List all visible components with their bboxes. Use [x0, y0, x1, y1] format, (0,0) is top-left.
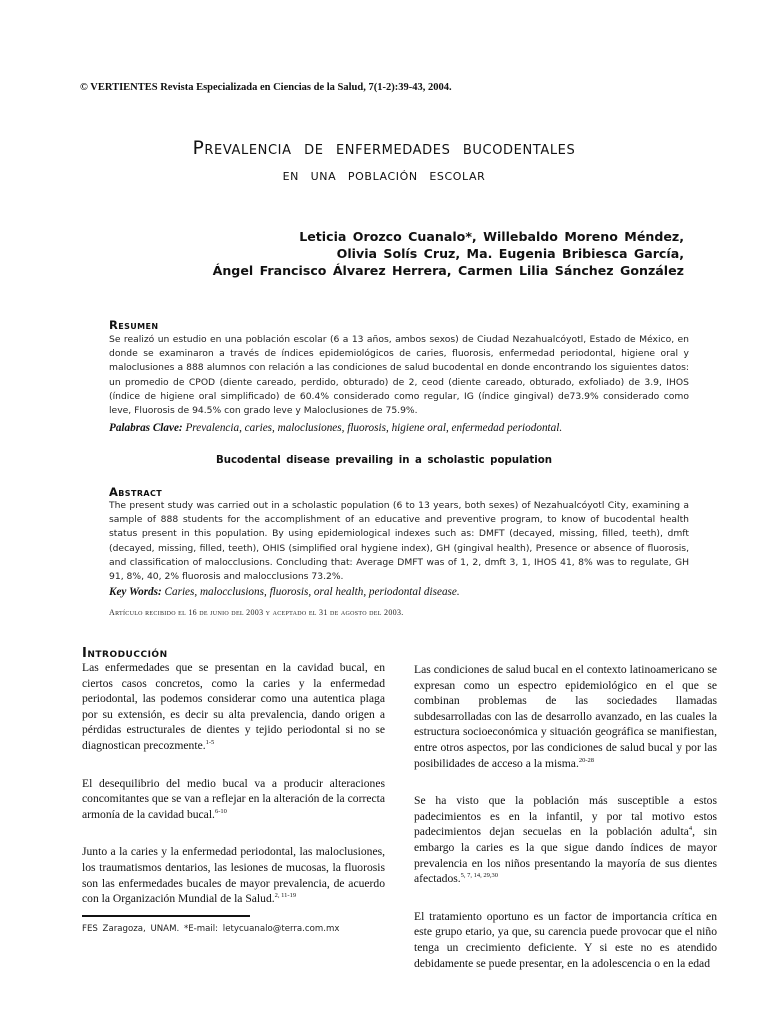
palabras-clave-text: Prevalencia, caries, maloclusiones, fluorosis, higiene oral, enfermedad periodontal.	[185, 422, 563, 434]
article-title-line-1: Prevalencia de enfermedades bucodentales	[192, 138, 576, 159]
key-words-text: Caries, malocclusions, fluorosis, oral health, periodontal disease.	[164, 586, 460, 598]
abstract-heading: Abstract	[109, 485, 163, 499]
paragraph: Las condiciones de salud bucal en el contexto latinoamericano se expresan como un espectro epidemiológico en el que se combinan problemas de las sociedades llamadas subdesarrolladas con las de desarrollo avanzado, en las cuales la estructura socioeconómica y situación geográfica se manifiestan, entre otros aspectos, por las condiciones de salud bucal y por las posibilidades de acceso a la misma.$^{20-28}$	[414, 663, 717, 770]
introduccion-heading: Introducción	[82, 646, 168, 661]
palabras-clave	[109, 421, 689, 435]
paragraph: Se ha visto que la población más susceptible a estos padecimientos es en la infantil, y por tal motivo estos padecimientos dejan secuelas en la población adulta$^4$, sin embargo la caries es la que sigue dando índices de mayor prevalencia en los niños presentando la mayoría de sus dientes afectados.$^{5, 7, 14, 29,30}$	[414, 794, 718, 886]
right-column	[414, 662, 717, 993]
left-column	[82, 660, 385, 929]
abstract-text: The present study was carried out in a scholastic population (6 to 13 years, both sexes) of Nezahualcóyotl City, examining a sample of 888 students for the accomplishment of an educative and preventive program, to know of bucodental health status present in this population. By using epidemiological indexes such as: DMFT (decayed, missing, filled, teeth), dmft (decayed, missing, filled, teeth), OHIS (simplified oral hygiene index), GH (gingival health), Presence or absence of fluorosis, and classification of malocclusions. Concluding that: Average DMFT was of 1, 2, dmft 3, 1, IHOS 41, 8% was to regulate, GH 91, 8%, 40, 2% fluorosis and malocclusions 73.2%.	[109, 500, 689, 583]
citation: © VERTIENTES Revista Especializada en Ciencias de la Salud, 7(1-2):39-43, 2004.	[80, 82, 452, 93]
article-title-line-2: en una población escolar	[282, 165, 486, 184]
paragraph: Junto a la caries y la enfermedad periodontal, las maloclusiones, los traumatismos dentarios, las lesiones de mucosas, la fluorosis son las enfermedades bucales de mayor prevalencia, de acuerdo con la Organización Mundial de la Salud.$^{2, 11-19}$	[82, 845, 385, 906]
authors-line-2: Olivia Solís Cruz, Ma. Eugenia Bribiesca García,	[336, 246, 684, 261]
resumen-heading: Resumen	[109, 318, 159, 332]
paragraph: El desequilibrio del medio bucal va a producir alteraciones concomitantes que se van a reflejar en la alteración de la correcta armonía de la cavidad bucal.$^{6-10}$	[82, 776, 385, 821]
paragraph: Las enfermedades que se presentan en la cavidad bucal, en ciertos casos concretos, como la caries y la enfermedad periodontal, las podemos considerar como una autentica plaga por su extensión, es decir su alta prevalencia, dando origen a pérdidas estructurales de dientes y tejido periodontal si no se diagnostican precozmente.$^{1-5}$	[82, 661, 385, 752]
authors-line-3: Ángel Francisco Álvarez Herrera, Carmen Lilia Sánchez González	[212, 263, 684, 278]
palabras-clave-label: Palabras Clave:	[109, 422, 183, 434]
footnote: FES Zaragoza, UNAM. *E-mail: letycuanalo@terra.com.mx	[82, 924, 340, 934]
paragraph: El tratamiento oportuno es un factor de importancia crítica en este grupo etario, ya que, su carencia puede provocar que el niño tenga un crecimiento deficiente. Y si este no es atendido debidamente se puede presentar, en la adolescencia o en la edad	[414, 909, 717, 970]
resumen-text: Se realizó un estudio en una población escolar (6 a 13 años, ambos sexos) de Ciudad Nezahualcóyotl, Estado de México, en donde se examinaron a través de índices epidemiológicos de caries, fluorosis, enfermedad periodontal, higiene oral y maloclusiones a 888 alumnos con relación a las condiciones de salud bucodental en donde encontrando los siguientes datos: un promedio de CPOD (diente careado, perdido, obturado) de 2, ceod (diente careado, obturado, exfoliado) de 3.9, IHOS (índice de higiene oral simplificado) de 60.4% considerado como regular, IG (índice gingival) de73.9% considerado como leve, Fluorosis de 94.5% con grado leve y Maloclusiones de 75.9%.	[109, 334, 689, 417]
key-words-label: Key Words:	[109, 586, 162, 598]
authors-line-1: Leticia Orozco Cuanalo*, Willebaldo Moreno Méndez,	[299, 229, 684, 244]
received-date: Artículo recibido el 16 de junio del 2003 y aceptado el 31 de agosto del 2003.	[109, 608, 404, 617]
key-words	[109, 585, 689, 599]
footnote-divider	[82, 915, 250, 917]
english-title: Bucodental disease prevailing in a scholastic population	[215, 455, 552, 466]
